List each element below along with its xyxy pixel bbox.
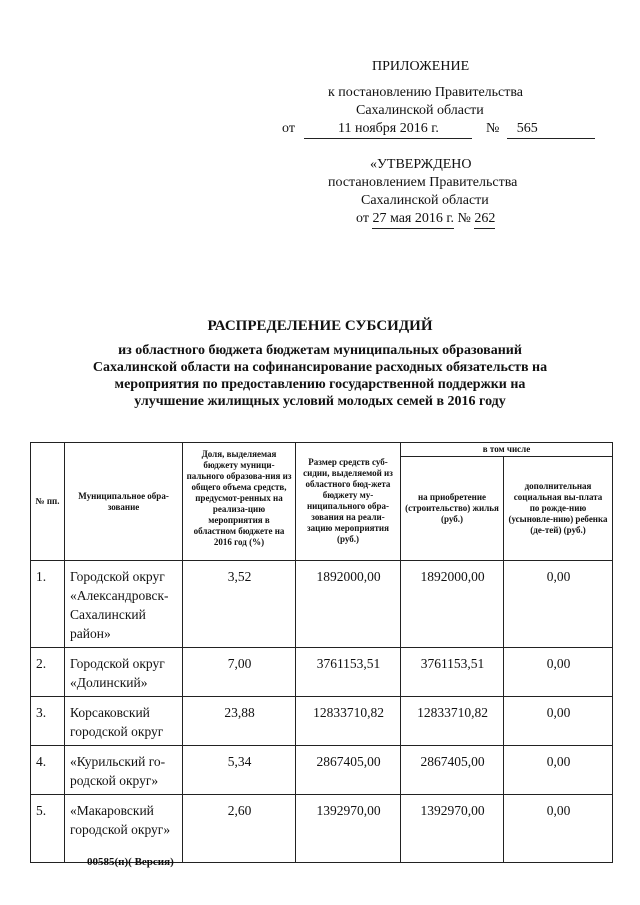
document-title: РАСПРЕДЕЛЕНИЕ СУБСИДИЙ [207, 318, 433, 334]
header-amount [296, 443, 401, 561]
header-housing [401, 457, 504, 561]
header-municipality [65, 443, 183, 561]
row-number: 2. [31, 648, 65, 697]
table-row [31, 697, 613, 746]
row-amount: 1392970,00 [296, 795, 401, 863]
row-additional: 0,00 [504, 795, 613, 863]
row-additional: 0,00 [504, 697, 613, 746]
row-number: 5. [31, 795, 65, 863]
approved-number: 262 [474, 210, 495, 229]
row-name: Корсаковский городской округ [65, 697, 183, 746]
row-housing: 1892000,00 [401, 561, 504, 648]
row-share: 3,52 [183, 561, 296, 648]
decree-number: 565 [507, 120, 595, 139]
header-share [183, 443, 296, 561]
row-housing: 3761153,51 [401, 648, 504, 697]
approved-title: «УТВЕРЖДЕНО [370, 157, 472, 172]
row-amount: 12833710,82 [296, 697, 401, 746]
row-share: 23,88 [183, 697, 296, 746]
header-including-text: в том числе [482, 444, 531, 454]
table-row [31, 746, 613, 795]
subtitle-line-2: Сахалинской области на софинансирование расходных обязательств на [92, 360, 548, 375]
row-amount: 3761153,51 [296, 648, 401, 697]
subtitle-line-1: из областного бюджета бюджетам муниципальных образований [118, 343, 522, 358]
approved-region-label: Сахалинской области [361, 193, 489, 208]
region-label: Сахалинской области [356, 103, 484, 118]
row-additional: 0,00 [504, 561, 613, 648]
header-including [401, 443, 613, 457]
row-housing: 1392970,00 [401, 795, 504, 863]
approved-number-label: № [457, 211, 471, 226]
row-name: Городской округ «Долинский» [65, 648, 183, 697]
decree-date-line [282, 120, 595, 139]
approved-from-label: от [356, 211, 369, 226]
header-number [31, 443, 65, 561]
header-housing-text: на приобретение (строительство) жилья (руб.) [405, 492, 499, 524]
header-municipality-text: Муниципальное обра-зование [78, 490, 169, 512]
header-number-text: № пп. [35, 496, 60, 506]
row-housing: 2867405,00 [401, 746, 504, 795]
row-additional: 0,00 [504, 648, 613, 697]
table-row [31, 561, 613, 648]
row-share: 7,00 [183, 648, 296, 697]
row-share: 5,34 [183, 746, 296, 795]
row-name: Городской округ «Александровск-Сахалинский район» [65, 561, 183, 648]
row-number: 1. [31, 561, 65, 648]
row-share: 2,60 [183, 795, 296, 863]
approved-decree-label: постановлением Правительства [328, 175, 518, 190]
table-row [31, 648, 613, 697]
table-row [31, 795, 613, 863]
row-name: «Курильский го-родской округ» [65, 746, 183, 795]
to-decree-label: к постановлению Правительства [328, 85, 524, 100]
subtitle-line-3: мероприятия по предоставлению государственной поддержки на [114, 377, 526, 392]
header-additional-text: дополнительная социальная вы-плата по рожде-нию (усыновле-нию) ребенка (де-тей) (руб.) [508, 481, 608, 535]
decree-date: 11 ноября 2016 г. [304, 120, 472, 139]
approved-date: 27 мая 2016 г. [372, 210, 454, 229]
number-label: № [485, 121, 500, 136]
row-housing: 12833710,82 [401, 697, 504, 746]
approved-date-line [356, 210, 495, 229]
row-amount: 1892000,00 [296, 561, 401, 648]
row-additional: 0,00 [504, 746, 613, 795]
row-number: 4. [31, 746, 65, 795]
subsidy-table [30, 442, 613, 863]
header-amount-text: Размер средств суб-сидии, выделяемой из областного бюд-жета бюджету му-ниципального обра-зования на реали-зацию мероприятия (руб.) [303, 457, 393, 544]
header-additional [504, 457, 613, 561]
row-number: 3. [31, 697, 65, 746]
document-version-code: 00585(п)( Версия) [87, 856, 174, 868]
row-name: «Макаровский городской округ» [65, 795, 183, 863]
appendix-label: ПРИЛОЖЕНИЕ [372, 59, 470, 74]
header-share-text: Доля, выделяемая бюджету муници-пального образова-ния из общего объема средств, предусмот-ренных на реализа-цию мероприятия в областном бюджете на 2016 год (%) [186, 449, 292, 547]
from-label: от [282, 121, 295, 136]
subtitle-line-4: улучшение жилищных условий молодых семей в 2016 году [134, 394, 506, 409]
row-amount: 2867405,00 [296, 746, 401, 795]
